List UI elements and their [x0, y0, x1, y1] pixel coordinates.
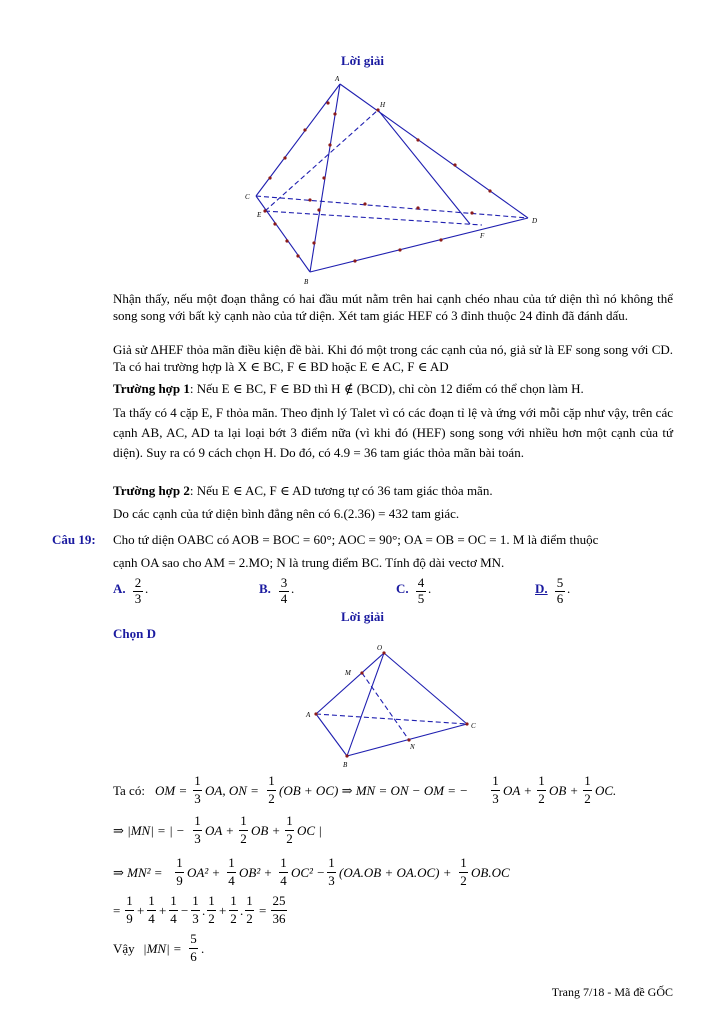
point-ab-3 [322, 176, 325, 179]
edge-cb [256, 196, 310, 272]
label-h: H [380, 101, 386, 109]
derivation-line-3: ⇒ MN² = 1 9 OA² + 1 4 OB² + 1 4 OC² − 1 3 (OA.OB + OA.OC) + 1 2 OB.OC [113, 855, 510, 888]
frac-l4-d-num: 1 [192, 893, 199, 908]
frac-mn-c-den: 2 [584, 791, 591, 806]
frac-sq-e-num: 1 [460, 855, 467, 870]
frac-mn-b-num: 1 [538, 773, 545, 788]
frac-sq-a-den: 9 [176, 873, 183, 888]
label-a2: A [306, 711, 311, 719]
segment-ef-hidden [265, 211, 482, 225]
option-b-denominator: 4 [280, 591, 288, 606]
frac-l4-f-num: 1 [230, 893, 237, 908]
frac-sq-b-num: 1 [228, 855, 235, 870]
frac-sq-c-den: 4 [280, 873, 287, 888]
label-c: C [245, 193, 250, 201]
edge-bc [347, 724, 467, 756]
page-footer: Trang 7/18 - Mã đề GỐC [551, 985, 673, 999]
question-number: Câu 19: [52, 532, 96, 547]
case-1-text: : Nếu E ∈ BC, F ∈ BD thì H ∉ (BCD), chỉ còn 12 điểm có thể chọn làm H. [189, 381, 584, 396]
frac-abs-b-den: 2 [240, 831, 247, 846]
frac-l4-f-den: 2 [230, 911, 237, 926]
edge-oc [384, 653, 467, 724]
conclusion-line: Vậy |MN| = 5 6 . [113, 931, 205, 964]
point-ab-1 [333, 112, 336, 115]
frac-om-den: 3 [194, 791, 201, 806]
frac-l4-g-den: 2 [246, 911, 253, 926]
point-ac-4 [268, 176, 271, 179]
case-2-label: Trường hợp 2 [113, 483, 190, 498]
point-cd-3 [308, 198, 311, 201]
paragraph-total: Do các cạnh của tứ diện bình đẳng nên có 6.(2.36) = 432 tam giác. [113, 506, 460, 521]
edge-oa [316, 653, 384, 714]
point-bd-3 [439, 238, 442, 241]
frac-l4-a-num: 1 [126, 893, 133, 908]
option-a-denominator: 3 [134, 591, 142, 606]
label-n: N [410, 743, 415, 751]
case-1-label: Trường hợp 1 [113, 381, 190, 396]
frac-abs-b-num: 1 [240, 813, 247, 828]
point-cd-1 [363, 202, 366, 205]
frac-l4-b-den: 4 [148, 911, 155, 926]
frac-om-num: 1 [194, 773, 201, 788]
frac-sq-e-den: 2 [460, 873, 467, 888]
case-1-line [113, 380, 584, 397]
option-c-numerator: 4 [417, 575, 425, 590]
derivation-line-2: ⇒ |MN| = | − 1 3 OA + 1 2 OB + 1 2 OC | [113, 813, 322, 846]
frac-l4-result-num: 25 [272, 893, 286, 908]
frac-l4-result-den: 36 [272, 911, 286, 926]
conclusion-den: 6 [190, 949, 197, 964]
point-bd-1 [353, 259, 356, 262]
point-ad-1 [416, 138, 419, 141]
paragraph-case-1-details: Ta thấy có 4 cặp E, F thỏa mãn. Theo định lý Talet vì có các đoạn tỉ lệ và ứng với mỗi cặp như vậy, trên các cạnh AB, AC, AD ta lại loại bớt 3 điểm nữa (vì khi đó (HEF) song song với nhiều hơn một cạnh của tứ diện). Suy ra có 9 cách chọn H. Do đó, có 4.9 = 36 tam giác thỏa mãn bài toán. [113, 405, 673, 460]
label-c2: C [471, 722, 476, 730]
option-c-letter: C. [396, 581, 409, 596]
edge-ad [340, 84, 528, 218]
frac-l4-d-den: 3 [192, 911, 199, 926]
segment-mn-hidden [362, 673, 409, 740]
paragraph-observation: Nhận thấy, nếu một đoạn thẳng có hai đầu mút nằm trên hai cạnh chéo nhau của tứ diện thì nó không thể song song với bất kỳ cạnh nào của tứ diện. Xét tam giác HEF có 3 đỉnh thuộc 24 đỉnh đã đánh dấu. [113, 291, 673, 323]
case-2-text: : Nếu E ∈ AC, F ∈ AD tương tự có 36 tam giác thỏa mãn. [189, 483, 493, 498]
option-c-denominator: 5 [417, 591, 425, 606]
point-cd-2 [416, 206, 419, 209]
frac-abs-c-den: 2 [286, 831, 293, 846]
case-2-line [113, 482, 493, 499]
point-cb-3 [296, 254, 299, 257]
point-ac-2 [303, 128, 306, 131]
paragraph-assumption: Giả sử ΔHEF thỏa mãn điều kiện đề bài. Khi đó một trong các cạnh của nó, giả sử là EF song song với CD. Ta có hai trường hợp là X ∈ BC, F ∈ BD hoặc E ∈ AC, F ∈ AD [113, 342, 673, 374]
option-d-denominator: 6 [556, 591, 564, 606]
frac-l4-c-den: 4 [170, 911, 177, 926]
edge-cd-hidden [256, 196, 528, 218]
label-o: O [377, 644, 383, 652]
point-ad-2 [453, 163, 456, 166]
option-a-letter: A. [113, 581, 126, 596]
frac-sq-a-num: 1 [176, 855, 183, 870]
point-cb-2 [285, 239, 288, 242]
frac-mn-b-den: 2 [538, 791, 545, 806]
point-cb-1 [273, 222, 276, 225]
conclusion-text: Vậy [113, 941, 135, 956]
edge-ab [316, 714, 347, 756]
point-ac-1 [326, 101, 329, 104]
frac-l4-e-den: 2 [208, 911, 215, 926]
frac-abs-a-den: 3 [194, 831, 201, 846]
label-f: F [480, 232, 485, 240]
point-bd-2 [398, 248, 401, 251]
frac-abs-a-num: 1 [194, 813, 201, 828]
point-ab-5 [312, 241, 315, 244]
option-a-numerator: 2 [134, 575, 142, 590]
option-d-letter: D. [535, 581, 548, 596]
tetrahedron-figure-2 [300, 640, 490, 770]
frac-mn-a-num: 1 [492, 773, 499, 788]
question-line-2: cạnh OA sao cho AM = 2.MO; N là trung điểm BC. Tính độ dài vectơ MN. [113, 555, 505, 570]
label-m: M [345, 669, 351, 677]
point-ab-4 [317, 208, 320, 211]
derivation-line-1: Ta có: OM = 1 3 OA, ON = 1 2 (OB + OC) ⇒ MN = ON − OM = − 1 3 OA + 1 2 OB + 1 2 OC. [113, 773, 617, 806]
point-ab-2 [328, 143, 331, 146]
option-b-numerator: 3 [280, 575, 288, 590]
chosen-answer: Chọn D [113, 626, 156, 641]
frac-sq-c-num: 1 [280, 855, 287, 870]
label-b2: B [343, 761, 348, 769]
frac-abs-c-num: 1 [286, 813, 293, 828]
label-b: B [304, 278, 309, 286]
frac-l4-c-num: 1 [170, 893, 177, 908]
edge-bd [310, 218, 528, 272]
frac-mn-a-den: 3 [492, 791, 499, 806]
label-d: D [532, 217, 538, 225]
frac-on-den: 2 [268, 791, 275, 806]
question-line-1: Cho tứ diện OABC có AOB = BOC = 60°; AOC = 90°; OA = OB = OC = 1. M là điểm thuộc [113, 532, 599, 547]
frac-sq-d-den: 3 [328, 873, 335, 888]
label-e: E [257, 211, 262, 219]
derivation-line-4: = 1 9 + 1 4 + 1 4 − 1 3 . 1 2 + 1 2 . 1 2 = 25 36 [113, 893, 286, 926]
label-a: A [335, 75, 340, 83]
point-e [263, 209, 266, 212]
option-b-letter: B. [259, 581, 271, 596]
tetrahedron-figure-1 [240, 72, 540, 287]
solution-heading-1: Lời giải [341, 53, 384, 68]
frac-sq-b-den: 4 [228, 873, 235, 888]
frac-sq-d-num: 1 [328, 855, 335, 870]
point-ac-3 [283, 156, 286, 159]
point-ad-3 [488, 189, 491, 192]
option-d-numerator: 5 [556, 575, 564, 590]
frac-l4-a-den: 9 [126, 911, 133, 926]
edge-ob [347, 653, 384, 756]
frac-l4-g-num: 1 [246, 893, 253, 908]
solution-heading-2: Lời giải [341, 609, 384, 624]
derivation-intro: Ta có: [113, 783, 145, 798]
conclusion-num: 5 [190, 931, 197, 946]
point-cd-4 [470, 211, 473, 214]
frac-on-num: 1 [268, 773, 275, 788]
frac-l4-e-num: 1 [208, 893, 215, 908]
frac-mn-c-num: 1 [584, 773, 591, 788]
frac-l4-b-num: 1 [148, 893, 155, 908]
edge-ac [256, 84, 340, 196]
